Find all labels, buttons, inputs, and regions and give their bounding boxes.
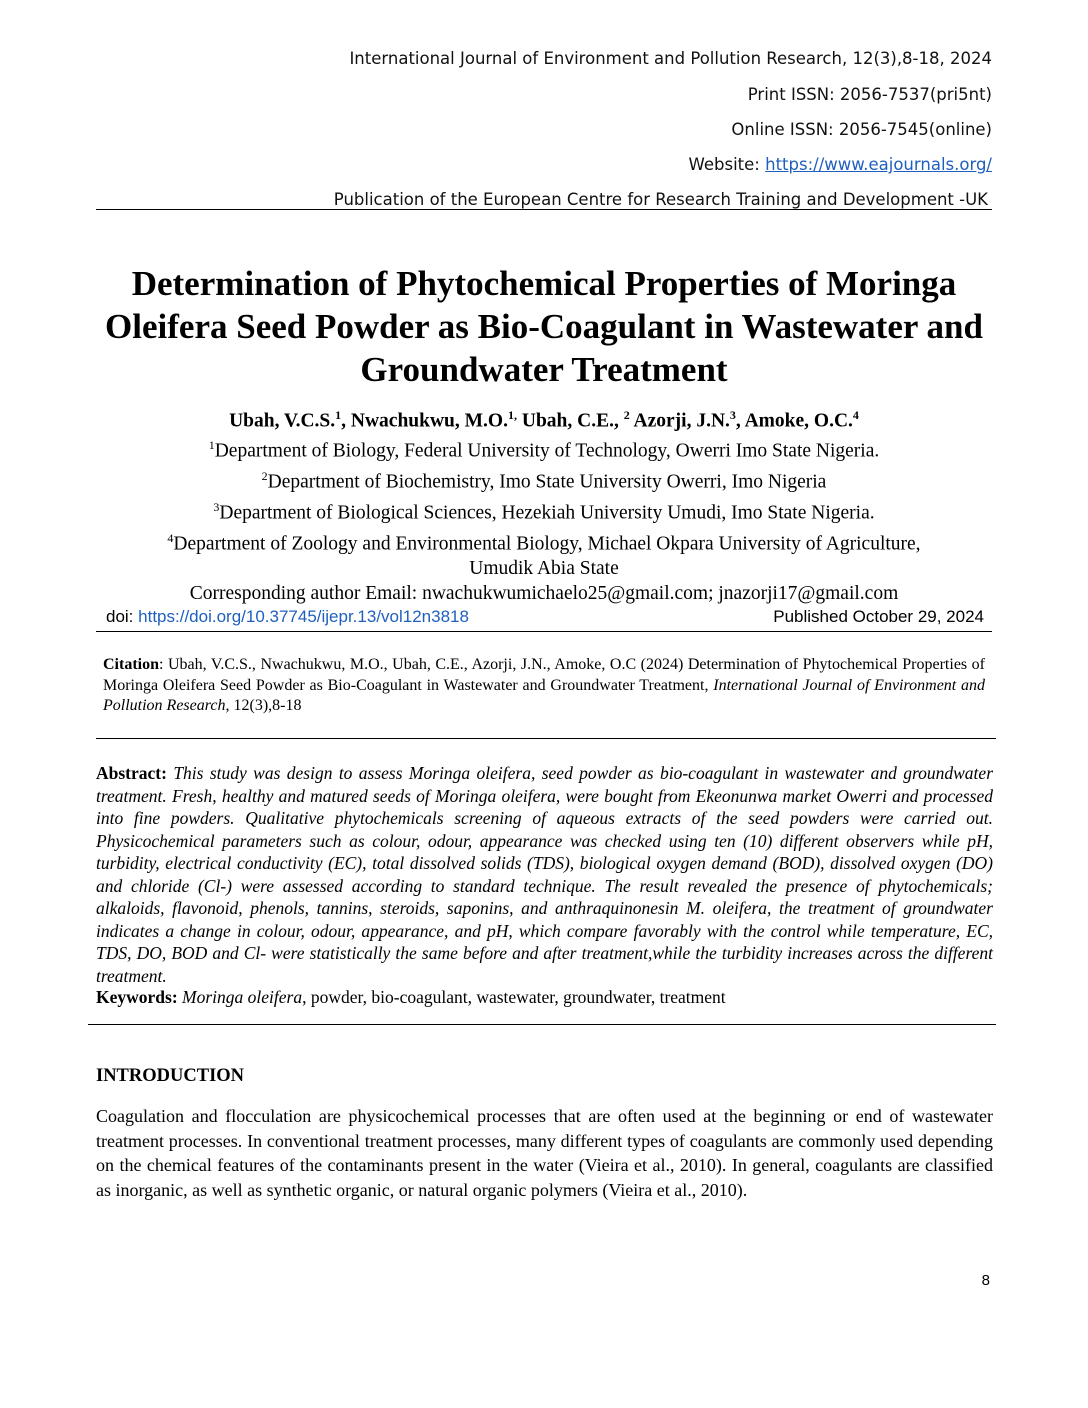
- corresponding-author: Corresponding author Email: nwachukwumichaelo25@gmail.com; jnazorji17@gmail.com: [189, 582, 899, 604]
- title-line-1: Determination of Phytochemical Properties of Moringa: [131, 264, 957, 303]
- affiliation-4: [60, 526, 1028, 557]
- citation-label: Citation: [103, 656, 159, 673]
- affiliation-3: [60, 495, 1028, 526]
- affiliation-4-text: Department of Zoology and Environmental Biology, Michael Okpara University of Agriculture,: [173, 533, 921, 555]
- title-line-3: Groundwater Treatment: [360, 350, 728, 389]
- online-issn: Online ISSN: 2056-7545(online): [731, 120, 992, 139]
- affiliation-2: [60, 464, 1028, 495]
- citation-journal: International Journal of Environment and Pollution Research: [103, 676, 985, 714]
- keywords-italic: Moringa oleifera: [177, 987, 303, 1007]
- citation-text: : Ubah, V.C.S., Nwachukwu, M.O., Ubah, C.E., Azorji, J.N., Amoke, O.C (2024) Determination of Phytochemical Properties of Moringa Oleifera Seed Powder as Bio-Coagulant in Wastewater and Groundwater Treatment,: [103, 656, 985, 694]
- author-5: , Amoke, O.C.: [735, 410, 853, 432]
- website-line: [689, 155, 992, 174]
- journal-line: International Journal of Environment and Pollution Research, 12(3),8-18, 2024: [349, 49, 992, 68]
- affiliations: [60, 433, 1028, 606]
- citation-volume: , 12(3),8-18: [225, 697, 302, 714]
- website-link[interactable]: https://www.eajournals.org/: [765, 155, 992, 174]
- introduction-heading: INTRODUCTION: [96, 1066, 245, 1086]
- doi: [106, 607, 469, 627]
- affiliation-4-cont: Umudik Abia State: [469, 558, 619, 579]
- doi-divider: [96, 631, 992, 632]
- affiliation-3-text: Department of Biological Sciences, Hezekiah University Umudi, Imo State Nigeria.: [219, 502, 875, 524]
- affiliation-1: [60, 433, 1028, 464]
- affiliation-4-sup: 4: [167, 531, 174, 545]
- title-line-2: Oleifera Seed Powder as Bio-Coagulant in Wastewater and: [105, 307, 983, 346]
- citation: [103, 655, 985, 717]
- abstract: [96, 762, 993, 987]
- citation-divider: [96, 738, 996, 739]
- doi-link[interactable]: https://doi.org/10.37745/ijepr.13/vol12n3818: [138, 607, 469, 626]
- paper-title: [60, 262, 1028, 391]
- author-3-sup: 2: [623, 408, 630, 422]
- page-number: 8: [981, 1272, 990, 1289]
- author-2: , Nwachukwu, M.O.: [341, 410, 508, 432]
- keywords-rest: , powder, bio-coagulant, wastewater, groundwater, treatment: [302, 987, 726, 1007]
- abstract-label: Abstract:: [96, 763, 167, 783]
- author-1-sup: 1: [335, 408, 342, 422]
- author-2-sup: 1,: [507, 408, 517, 422]
- author-4-sup: 3: [729, 408, 736, 422]
- author-5-sup: 4: [852, 408, 859, 422]
- abstract-text: This study was design to assess Moringa oleifera, seed powder as bio-coagulant in wastewater and groundwater treatment. Fresh, healthy and matured seeds of Moringa oleifera, were bought from Ekeonunwa market Owerri and processed into fine powders. Qualitative phytochemicals screening of aqueous extracts of the seed powders were carried out. Physicochemical parameters such as colour, odour, appearance was checked using ten (10) different observers while pH, turbidity, electrical conductivity (EC), total dissolved solids (TDS), biological oxygen demand (BOD), dissolved oxygen (DO) and chloride (Cl-) were assessed according to standard technique. The result revealed the presence of phytochemicals; alkaloids, flavonoid, phenols, tannins, steroids, saponins, and anthraquinonesin M. oleifera, the treatment of groundwater indicates a change in colour, odour, appearance, and pH, which compare favorably with the control while temperature, EC, TDS, DO, BOD and Cl- were statistically the same before and after treatment,while the turbidity increases across the different treatment.: [96, 763, 993, 986]
- introduction-text: Coagulation and flocculation are physicochemical processes that are often used at the beginning or end of wastewater treatment processes. In conventional treatment processes, many different types of coagulants are commonly used depending on the chemical features of the contaminants present in the water (Vieira et al., 2010). In general, coagulants are classified as inorganic, as well as synthetic organic, or natural organic polymers (Vieira et al., 2010).: [96, 1106, 993, 1200]
- published-date: Published October 29, 2024: [773, 607, 984, 626]
- print-issn: Print ISSN: 2056-7537(pri5nt): [747, 85, 992, 104]
- author-3: Ubah, C.E.,: [516, 410, 624, 432]
- affiliation-2-sup: 2: [261, 469, 268, 483]
- doi-label: doi:: [106, 607, 139, 626]
- keywords: [96, 986, 993, 1009]
- author-4: Azorji, J.N.: [629, 410, 730, 432]
- keywords-label: Keywords:: [96, 987, 178, 1007]
- author-list: [60, 408, 1028, 433]
- doi-row: [106, 607, 984, 627]
- publisher-line: Publication of the European Centre for Research Training and Development -UK: [333, 190, 988, 209]
- author-1: Ubah, V.C.S.: [229, 410, 336, 432]
- affiliation-2-text: Department of Biochemistry, Imo State University Owerri, Imo Nigeria: [267, 471, 827, 493]
- affiliation-1-sup: 1: [208, 438, 215, 452]
- website-label: Website:: [688, 155, 766, 174]
- affiliation-1-text: Department of Biology, Federal University of Technology, Owerri Imo State Nigeria.: [214, 440, 880, 462]
- affiliation-3-sup: 3: [213, 500, 220, 514]
- header-divider: [96, 209, 992, 210]
- abstract-divider: [88, 1024, 996, 1025]
